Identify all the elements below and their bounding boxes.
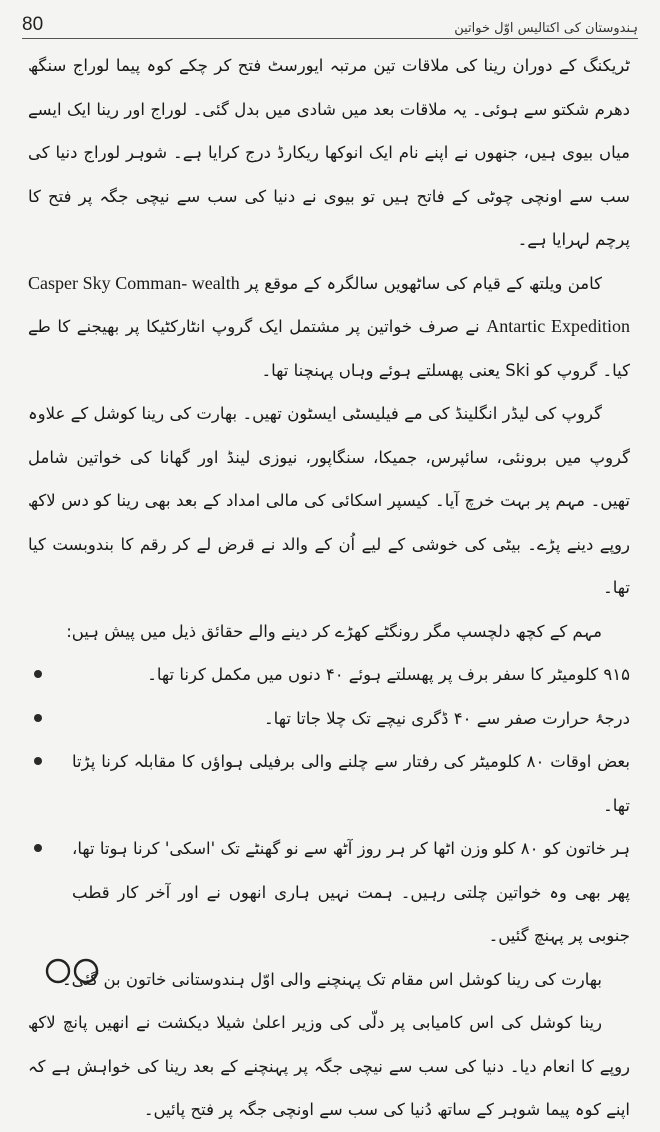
- running-title: ہندوستان کی اکتالیس اوّل خواتین: [454, 21, 638, 36]
- paragraph-award: رینا کوشل کی اس کامیابی پر دلّی کی وزیر اعلیٰ شیلا دیکشت نے انھیں پانچ لاکھ روپے کا انعام دیا۔ دنیا کی سب سے نیچی جگہ پر پہنچنے کے بعد رینا کی خواہش ہے کہ اپنے کوہ پیما شوہر کے ساتھ دُنیا کی سب سے اونچی جگہ پر فتح پائیں۔: [28, 1013, 630, 1119]
- fact-text: درجۂ حرارت صفر سے ۴۰ ڈگری نیچے تک چلا جاتا تھا۔: [264, 708, 630, 728]
- page-number: 80: [22, 14, 44, 35]
- expedition-intro: کامن ویلتھ کے قیام کی ساٹھویں سالگرہ کے موقع پر: [245, 273, 603, 293]
- fact-item: [28, 697, 630, 741]
- bullet-icon: [34, 844, 42, 852]
- paragraph-trekking: ٹریکنگ کے دوران رینا کی ملاقات تین مرتبہ ایورسٹ فتح کر چکے کوہ پیما لوراج سنگھ دھرم شکتو سے ہوئی۔ یہ ملاقات بعد میں شادی میں بدل گئی۔ لوراج اور رینا ایک ایسے میاں بیوی ہیں، جنھوں نے اپنے نام ایک انوکھا ریکارڈ درج کرایا ہے۔ شوہر لوراج دنیا کی سب سے اونچی چوٹی کے فاتح ہیں تو بیوی نے دنیا کی سب سے نیچی جگہ پر فتح کا پرچم لہرایا ہے۔: [28, 56, 630, 249]
- expedition-details: نے صرف خواتین پر مشتمل ایک گروپ انٹارکٹیکا پر بھیجنے کا طے کیا۔ گروپ کو Ski یعنی پھسلتے ہوئے وہاں پہنچنا تھا۔: [28, 317, 630, 380]
- fact-text: ۹۱۵ کلومیٹر کا سفر برف پر پھسلتے ہوئے ۴۰ دنوں میں مکمل کرنا تھا۔: [147, 665, 630, 684]
- double-circle-mark-icon: [44, 956, 100, 986]
- fact-text: بعض اوقات ۸۰ کلومیٹر کی رفتار سے چلنے والی برفیلی ہواؤں کا مقابلہ کرنا پڑتا تھا۔: [72, 752, 630, 815]
- fact-item: [28, 653, 630, 697]
- paragraph-expedition: [28, 262, 630, 393]
- bullet-icon: [34, 757, 42, 765]
- bullet-icon: [34, 714, 42, 722]
- fact-item: [28, 827, 630, 958]
- expedition-name: Casper Sky Comman- wealth Antartic Expedition: [28, 272, 630, 336]
- facts-list: [28, 653, 630, 958]
- fact-item: [28, 740, 630, 827]
- body-text: [28, 44, 630, 1132]
- paragraph-first-indian: بھارت کی رینا کوشل اس مقام تک پہنچنے والی اوّل ہندوستانی خاتون بن گئی۔: [61, 969, 602, 989]
- fact-text: ہر خاتون کو ۸۰ کلو وزن اٹھا کر ہر روز آٹھ سے نو گھنٹے تک 'اسکی' کرنا ہوتا تھا، پھر بھی وہ خواتین چلتی رہیں۔ ہمت نہیں ہاری انھوں نے اور آخر کار قطب جنوبی پر پہنچ گئیں۔: [72, 839, 630, 945]
- paragraph-facts-intro: مہم کے کچھ دلچسپ مگر رونگٹے کھڑے کر دینے والے حقائق ذیل میں پیش ہیں:: [66, 621, 602, 641]
- paragraph-group: گروپ کی لیڈر انگلینڈ کی مے فیلیسٹی ایسٹون تھیں۔ بھارت کی رینا کوشل کے علاوہ گروپ میں برونئی، سائپرس، جمیکا، سنگاپور، نیوزی لینڈ اور گھانا کی خواتین شامل تھیں۔ مہم پر بہت خرچ آیا۔ کیسپر اسکائی کی مالی امداد کے بعد بھی رینا کو دس لاکھ روپے دینے پڑے۔ بیٹی کی خوشی کے لیے اُن کے والد نے قرض لے کر رقم کا بندوبست کیا تھا۔: [28, 404, 630, 597]
- running-header: [22, 6, 638, 39]
- bullet-icon: [34, 670, 42, 678]
